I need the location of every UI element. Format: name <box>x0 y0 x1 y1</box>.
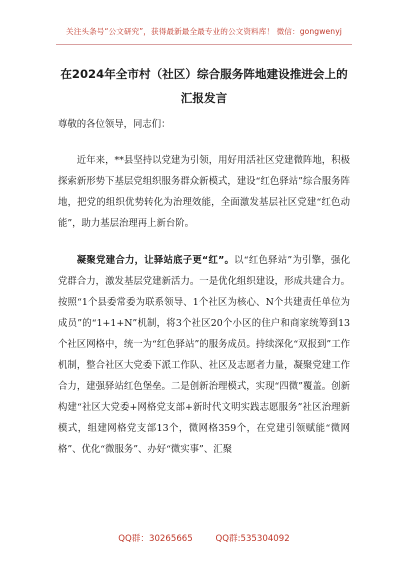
footer-qq-group-2: QQ群:535304092 <box>215 534 290 544</box>
header-note: 关注头条号“公文研究”，获得最新最全最专业的公文资料库！ 微信：gongwenyj <box>66 27 342 36</box>
header-divider <box>56 44 352 45</box>
footer-qq-group-1: QQ群：30265665 <box>118 534 193 544</box>
paragraph-2 <box>58 250 350 460</box>
footer <box>0 532 408 544</box>
paragraph-2-body: 以“红色驿站”为引擎，强化党群合力，激发基层党建新活力。一是优化组织建设，形成共建合力。按照“1个县委常委为联系领导、1个社区为核心、N个共建责任单位为成员”的“1+1+N”机制，将3个社区20个小区的住户和商家统筹到13个社区网格中，统一为“红色驿站”的服务成员。持续深化“双报到”工作机制，整合社区大党委下派工作队、社区及志愿者力量，凝聚党建工作合力，建强驿站红色堡垒。二是创新治理模式，实现“四微”覆盖。创新构建“社区大党委+网格党支部+新时代文明实践志愿服务”社区治理新模式，组建网格党支部13个，微网格359个，在党建引领赋能“微网格”、优化“微服务”、办好“微实事”、汇聚 <box>58 255 350 455</box>
salutation: 尊敬的各位领导，同志们： <box>58 119 171 130</box>
paragraph-2-heading: 凝聚党建合力，让驿站底子更“红”。 <box>76 255 235 266</box>
document-title: 在2024年全市村（社区）综合服务阵地建设推进会上的汇报发言 <box>60 67 348 105</box>
paragraph-1: 近年来，**县坚持以党建为引领，用好用活社区党建微阵地，积极探索新形势下基层党组织服务群众新模式，建设“红色驿站”综合服务阵地，把党的组织优势转化为治理效能，全面激发基层社区党建“红色动能”，助力基层治理再上新台阶。 <box>58 155 350 229</box>
